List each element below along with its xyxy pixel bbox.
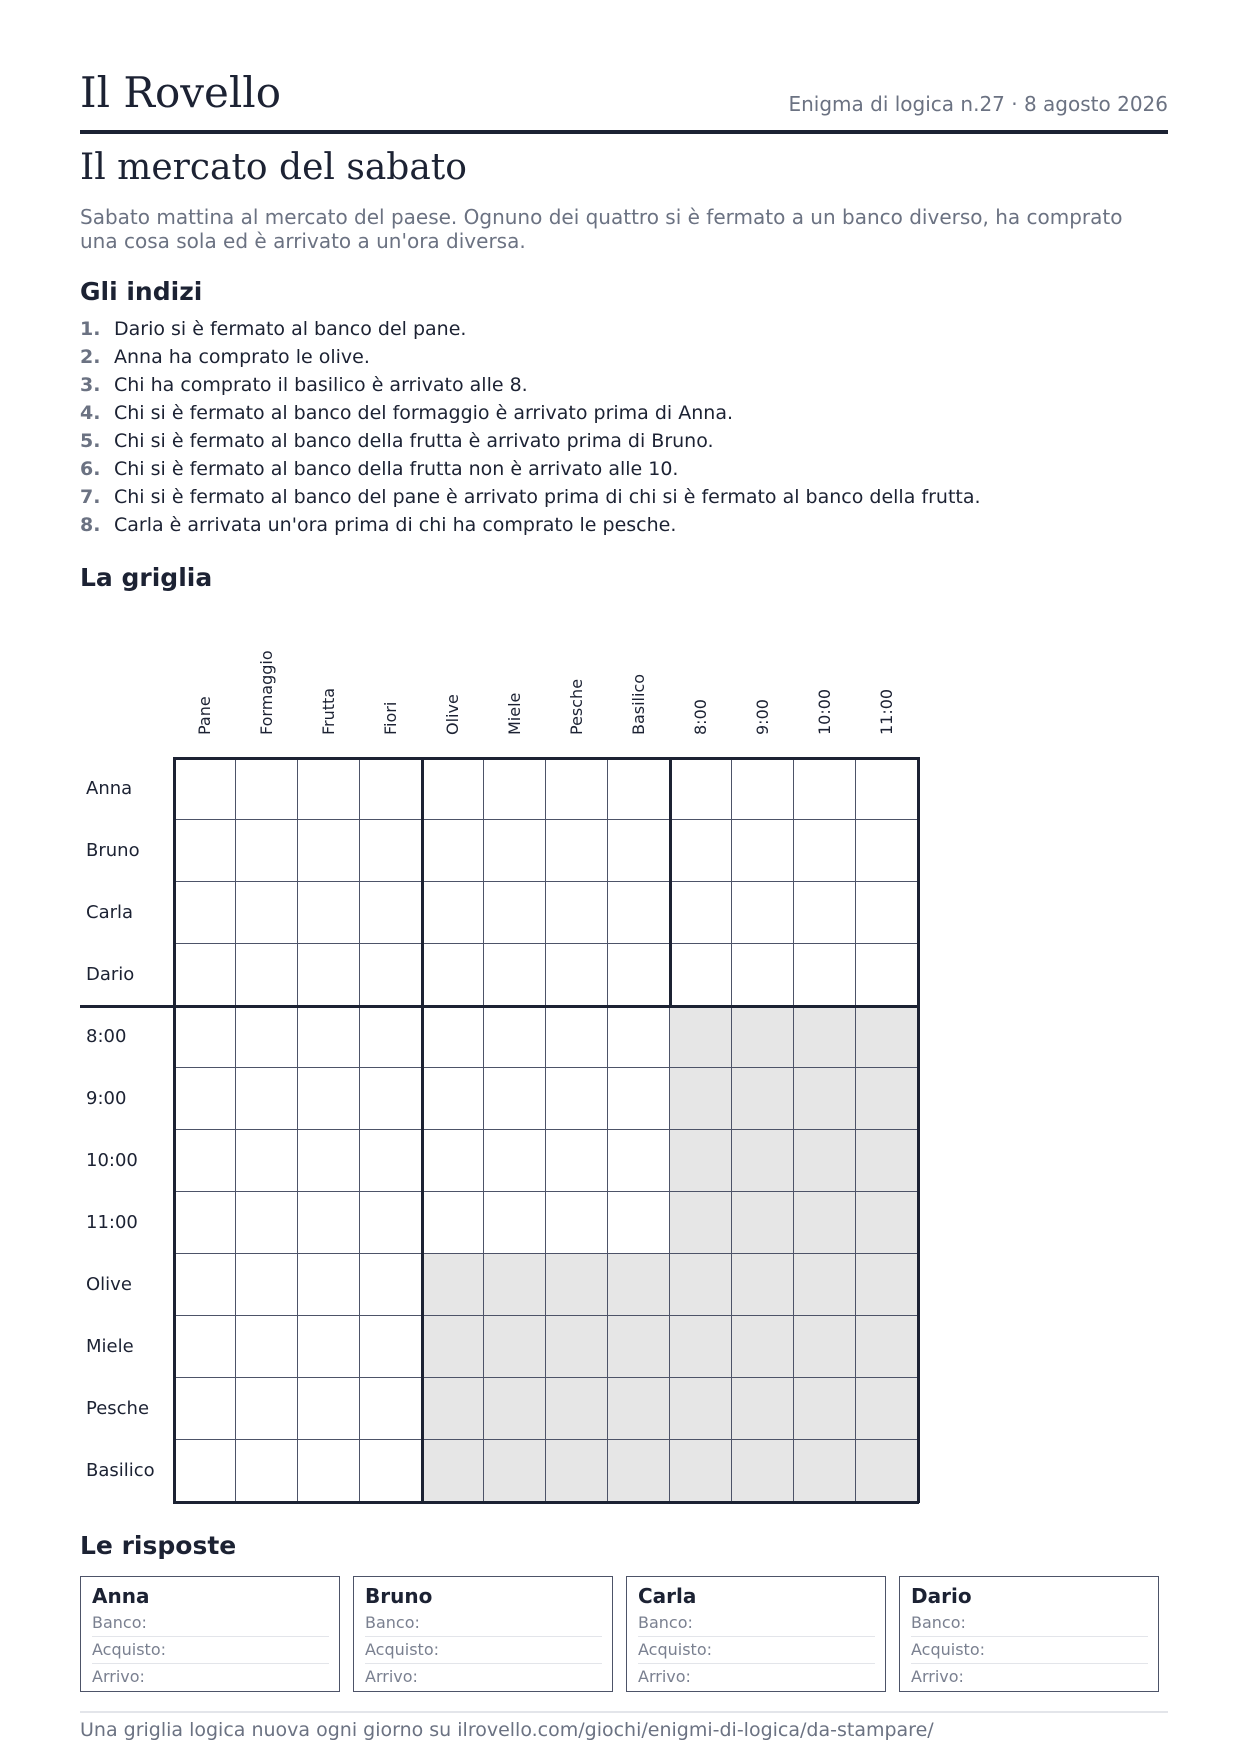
column-header [236, 600, 298, 758]
column-header [670, 600, 732, 758]
grid-cell[interactable] [484, 944, 546, 1006]
grid-cell-blocked [732, 1440, 794, 1502]
answer-card-name: Anna [92, 1584, 150, 1608]
answer-card-name: Dario [911, 1584, 972, 1608]
grid-cell-blocked [856, 1316, 918, 1378]
grid-cell-blocked [670, 1130, 732, 1192]
column-header [484, 600, 546, 758]
grid-cell[interactable] [360, 820, 422, 882]
column-header [608, 600, 670, 758]
column-header [546, 600, 608, 758]
answers-heading: Le risposte [80, 1531, 237, 1560]
grid-cell[interactable] [608, 820, 670, 882]
grid-cell[interactable] [422, 820, 484, 882]
grid-cell[interactable] [608, 1130, 670, 1192]
grid-border-top [173, 757, 919, 760]
answer-card-name: Carla [638, 1584, 697, 1608]
grid-cell-blocked [484, 1316, 546, 1378]
answer-field[interactable]: Acquisto: [638, 1637, 875, 1664]
column-header [732, 600, 794, 758]
clue-number: 7. [80, 486, 101, 508]
answer-field[interactable]: Banco: [638, 1610, 875, 1637]
grid-cell[interactable] [732, 882, 794, 944]
grid-cell[interactable] [298, 1316, 360, 1378]
grid-cell[interactable] [236, 1192, 298, 1254]
row-label: Basilico [86, 1460, 155, 1481]
grid-cell[interactable] [174, 758, 236, 820]
grid-cell[interactable] [298, 820, 360, 882]
masthead [80, 60, 1168, 134]
column-header [794, 600, 856, 758]
grid-cell[interactable] [360, 1440, 422, 1502]
grid-cell[interactable] [422, 882, 484, 944]
grid-cell[interactable] [546, 820, 608, 882]
grid-cell[interactable] [670, 820, 732, 882]
grid-cell[interactable] [856, 820, 918, 882]
grid-cell-blocked [422, 1316, 484, 1378]
grid-cell[interactable] [236, 1254, 298, 1316]
grid-cell[interactable] [546, 1006, 608, 1068]
grid-cell[interactable] [484, 1068, 546, 1130]
grid-cell-blocked [794, 1254, 856, 1316]
grid-cell[interactable] [236, 1378, 298, 1440]
grid-cell-blocked [670, 1006, 732, 1068]
grid-cell[interactable] [422, 944, 484, 1006]
clues-heading: Gli indizi [80, 277, 203, 306]
answers-section [80, 1576, 1168, 1692]
grid-cell[interactable] [484, 1130, 546, 1192]
grid-cell[interactable] [360, 1068, 422, 1130]
grid-cell[interactable] [236, 1130, 298, 1192]
grid-cell[interactable] [484, 1006, 546, 1068]
grid-cell[interactable] [236, 820, 298, 882]
logic-grid [80, 600, 940, 1510]
grid-cell[interactable] [298, 1254, 360, 1316]
grid-cell[interactable] [608, 882, 670, 944]
grid-cell[interactable] [360, 758, 422, 820]
grid-divider-horizontal [80, 1005, 919, 1008]
grid-cell[interactable] [236, 758, 298, 820]
grid-cell[interactable] [856, 944, 918, 1006]
answer-field[interactable]: Acquisto: [911, 1637, 1148, 1664]
grid-cell[interactable] [174, 882, 236, 944]
grid-cell[interactable] [298, 1192, 360, 1254]
grid-cell-blocked [670, 1254, 732, 1316]
grid-cell[interactable] [236, 1316, 298, 1378]
grid-cell-blocked [670, 1378, 732, 1440]
grid-cell[interactable] [422, 1130, 484, 1192]
grid-cell[interactable] [174, 944, 236, 1006]
footer-note: Una griglia logica nuova ogni giorno su ilrovello.com/giochi/enigmi-di-logica/da-stampare/ [80, 1711, 1168, 1741]
grid-cell[interactable] [546, 944, 608, 1006]
clue-number: 1. [80, 318, 101, 340]
grid-cell[interactable] [236, 1068, 298, 1130]
grid-cell-blocked [856, 1130, 918, 1192]
answer-card [899, 1576, 1159, 1692]
row-label: Bruno [86, 840, 140, 861]
row-label: 9:00 [86, 1088, 127, 1109]
grid-cell[interactable] [236, 1006, 298, 1068]
grid-cell[interactable] [670, 882, 732, 944]
grid-cell[interactable] [732, 758, 794, 820]
column-label: Pane [195, 696, 214, 735]
grid-cell[interactable] [174, 1130, 236, 1192]
grid-cell-blocked [484, 1254, 546, 1316]
clue-number: 8. [80, 514, 101, 536]
grid-cell[interactable] [298, 1006, 360, 1068]
grid-cell[interactable] [174, 1192, 236, 1254]
issue-info: Enigma di logica n.27 · 8 agosto 2026 [788, 92, 1168, 116]
grid-cell[interactable] [422, 758, 484, 820]
grid-cell-blocked [546, 1316, 608, 1378]
grid-cell[interactable] [298, 882, 360, 944]
grid-cell-blocked [732, 1006, 794, 1068]
grid-cell[interactable] [298, 1068, 360, 1130]
column-header [422, 600, 484, 758]
column-label: 9:00 [753, 699, 772, 735]
grid-cell[interactable] [298, 944, 360, 1006]
grid-cell-blocked [608, 1254, 670, 1316]
grid-cell-blocked [670, 1440, 732, 1502]
grid-cell[interactable] [608, 758, 670, 820]
grid-border-bottom [173, 1501, 919, 1504]
grid-cell[interactable] [174, 1254, 236, 1316]
grid-cell-blocked [794, 1068, 856, 1130]
grid-cell[interactable] [360, 1254, 422, 1316]
brand-title: Il Rovello [80, 68, 282, 117]
grid-cell-blocked [794, 1006, 856, 1068]
grid-cell-blocked [856, 1068, 918, 1130]
clue-item [80, 399, 981, 427]
grid-cell-blocked [546, 1440, 608, 1502]
answer-card [353, 1576, 613, 1692]
column-label: Basilico [629, 673, 648, 735]
answer-card-name: Bruno [365, 1584, 433, 1608]
column-label: Miele [505, 692, 524, 735]
row-label: Pesche [86, 1398, 150, 1419]
row-label: Dario [86, 964, 135, 985]
grid-cell-blocked [670, 1192, 732, 1254]
grid-cell[interactable] [608, 1006, 670, 1068]
grid-cell-blocked [856, 1192, 918, 1254]
clue-number: 3. [80, 374, 101, 396]
column-label: 11:00 [877, 688, 896, 735]
clue-text: Chi si è fermato al banco del formaggio è arrivato prima di Anna. [114, 402, 734, 424]
grid-cell-blocked [422, 1254, 484, 1316]
row-label: Miele [86, 1336, 134, 1357]
clue-item [80, 343, 981, 371]
grid-cell[interactable] [484, 882, 546, 944]
grid-cell-blocked [732, 1254, 794, 1316]
grid-cell[interactable] [360, 944, 422, 1006]
answer-field[interactable]: Acquisto: [92, 1637, 329, 1664]
grid-cell[interactable] [360, 882, 422, 944]
grid-cell-blocked [794, 1316, 856, 1378]
clue-item [80, 483, 981, 511]
grid-cell[interactable] [174, 1068, 236, 1130]
grid-cell-blocked [856, 1006, 918, 1068]
grid-border-left [173, 757, 176, 1503]
grid-cell-blocked [670, 1068, 732, 1130]
row-label: Olive [86, 1274, 132, 1295]
column-label: Formaggio [257, 650, 276, 735]
clue-text: Chi ha comprato il basilico è arrivato alle 8. [114, 374, 528, 396]
clue-text: Anna ha comprato le olive. [114, 346, 370, 368]
grid-divider-vertical [421, 757, 424, 1503]
grid-cell[interactable] [608, 944, 670, 1006]
grid-cell-blocked [732, 1192, 794, 1254]
grid-cell-blocked [732, 1316, 794, 1378]
grid-cell[interactable] [856, 882, 918, 944]
clue-text: Chi si è fermato al banco del pane è arrivato prima di chi si è fermato al banco della frutta. [114, 486, 981, 508]
grid-cell[interactable] [236, 882, 298, 944]
grid-cell[interactable] [484, 758, 546, 820]
column-label: Frutta [319, 687, 338, 735]
grid-cell[interactable] [236, 944, 298, 1006]
grid-cell[interactable] [174, 1378, 236, 1440]
grid-cell[interactable] [422, 1192, 484, 1254]
grid-cell-blocked [546, 1378, 608, 1440]
row-label: 10:00 [86, 1150, 138, 1171]
answer-field[interactable]: Banco: [365, 1610, 602, 1637]
column-header [298, 600, 360, 758]
grid-cell-blocked [608, 1378, 670, 1440]
clue-text: Dario si è fermato al banco del pane. [114, 318, 467, 340]
clue-item [80, 427, 981, 455]
grid-cell[interactable] [298, 758, 360, 820]
grid-cell[interactable] [174, 1006, 236, 1068]
grid-cell-blocked [732, 1130, 794, 1192]
answer-card [80, 1576, 340, 1692]
column-label: Fiori [381, 701, 400, 735]
grid-cell[interactable] [298, 1378, 360, 1440]
grid-cell[interactable] [794, 758, 856, 820]
column-header [856, 600, 918, 758]
answer-field[interactable]: Arrivo: [365, 1667, 418, 1686]
grid-cell[interactable] [174, 820, 236, 882]
grid-cell[interactable] [732, 820, 794, 882]
grid-cell-blocked [856, 1378, 918, 1440]
clue-number: 2. [80, 346, 101, 368]
grid-cell[interactable] [546, 758, 608, 820]
grid-cell[interactable] [360, 1316, 422, 1378]
grid-cell[interactable] [484, 820, 546, 882]
grid-cell[interactable] [670, 758, 732, 820]
row-label: 8:00 [86, 1026, 127, 1047]
grid-cell[interactable] [546, 1068, 608, 1130]
grid-cell[interactable] [360, 1130, 422, 1192]
column-label: 10:00 [815, 688, 834, 735]
grid-cell[interactable] [422, 1068, 484, 1130]
column-label: Pesche [567, 678, 586, 735]
column-header [174, 600, 236, 758]
column-label: Olive [443, 694, 462, 735]
grid-cell[interactable] [856, 758, 918, 820]
clue-item [80, 455, 981, 483]
grid-cell-blocked [422, 1378, 484, 1440]
answer-card [626, 1576, 886, 1692]
clue-text: Chi si è fermato al banco della frutta è arrivato prima di Bruno. [114, 430, 714, 452]
grid-divider-vertical [669, 757, 672, 1006]
column-header [360, 600, 422, 758]
grid-cell-blocked [422, 1440, 484, 1502]
grid-cell-blocked [608, 1316, 670, 1378]
answer-field[interactable]: Arrivo: [638, 1667, 691, 1686]
answer-field[interactable]: Arrivo: [911, 1667, 964, 1686]
grid-cell[interactable] [608, 1068, 670, 1130]
grid-cell-blocked [856, 1440, 918, 1502]
grid-cell[interactable] [546, 1192, 608, 1254]
grid-cell[interactable] [360, 1378, 422, 1440]
answer-field[interactable]: Banco: [911, 1610, 1148, 1637]
grid-cell-blocked [608, 1440, 670, 1502]
column-label: 8:00 [691, 699, 710, 735]
clue-text: Chi si è fermato al banco della frutta non è arrivato alle 10. [114, 458, 679, 480]
grid-cell[interactable] [422, 1006, 484, 1068]
clue-number: 6. [80, 458, 101, 480]
grid-cell[interactable] [174, 1316, 236, 1378]
row-label: 11:00 [86, 1212, 138, 1233]
grid-cell-blocked [484, 1440, 546, 1502]
answer-field[interactable]: Banco: [92, 1610, 329, 1637]
grid-cell-blocked [670, 1316, 732, 1378]
grid-cell[interactable] [236, 1440, 298, 1502]
grid-cell[interactable] [298, 1130, 360, 1192]
clue-item [80, 511, 981, 539]
puzzle-intro: Sabato mattina al mercato del paese. Ognuno dei quattro si è fermato a un banco diverso, ha comprato una cosa sola ed è arrivato a un'ora diversa. [80, 205, 1123, 253]
grid-cell-blocked [732, 1378, 794, 1440]
grid-cell-blocked [794, 1440, 856, 1502]
grid-cell-blocked [732, 1068, 794, 1130]
grid-heading: La griglia [80, 563, 213, 592]
grid-cell[interactable] [794, 944, 856, 1006]
row-label: Anna [86, 778, 133, 799]
clue-number: 5. [80, 430, 101, 452]
grid-cell[interactable] [546, 882, 608, 944]
clue-number: 4. [80, 402, 101, 424]
puzzle-title: Il mercato del sabato [80, 147, 467, 188]
grid-border-right [917, 757, 920, 1503]
grid-cell[interactable] [174, 1440, 236, 1502]
grid-cell-blocked [794, 1192, 856, 1254]
answer-field[interactable]: Acquisto: [365, 1637, 602, 1664]
row-label: Carla [86, 902, 134, 923]
grid-cell[interactable] [546, 1130, 608, 1192]
grid-cell[interactable] [484, 1192, 546, 1254]
grid-cell[interactable] [732, 944, 794, 1006]
grid-cell[interactable] [670, 944, 732, 1006]
grid-cell[interactable] [360, 1192, 422, 1254]
grid-cell-blocked [484, 1378, 546, 1440]
answer-field[interactable]: Arrivo: [92, 1667, 145, 1686]
grid-cell[interactable] [794, 820, 856, 882]
clue-item [80, 371, 981, 399]
clues-list [80, 315, 981, 539]
clue-item [80, 315, 981, 343]
grid-cell[interactable] [608, 1192, 670, 1254]
grid-cell-blocked [794, 1130, 856, 1192]
grid-cell-blocked [794, 1378, 856, 1440]
grid-cell[interactable] [360, 1006, 422, 1068]
grid-cell[interactable] [298, 1440, 360, 1502]
clue-text: Carla è arrivata un'ora prima di chi ha comprato le pesche. [114, 514, 677, 536]
grid-cell-blocked [546, 1254, 608, 1316]
grid-cell-blocked [856, 1254, 918, 1316]
grid-cell[interactable] [794, 882, 856, 944]
